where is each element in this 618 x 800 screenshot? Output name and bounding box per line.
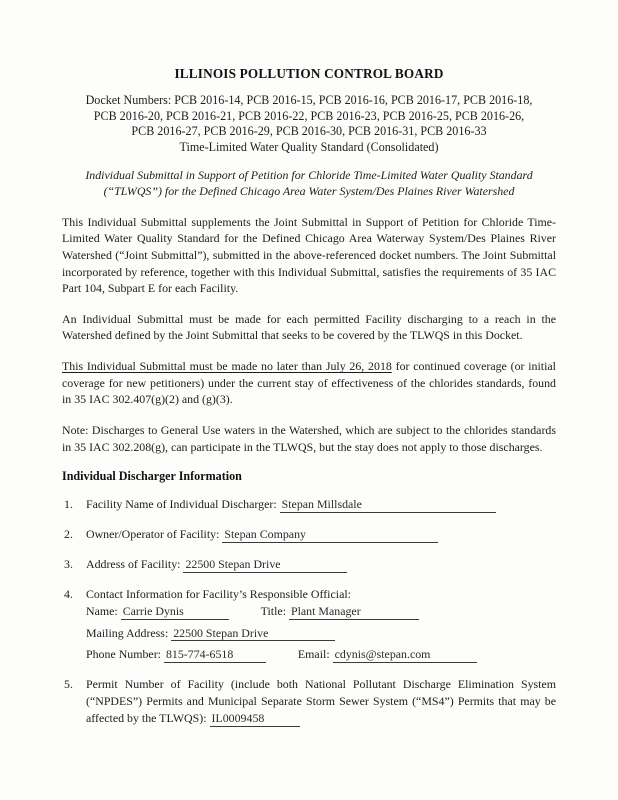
document-subtitle [62, 168, 556, 200]
docket-line-1: Docket Numbers: PCB 2016-14, PCB 2016-15, PCB 2016-16, PCB 2016-17, PCB 2016-18, [85, 93, 533, 107]
facility-name-field[interactable]: Stepan Millsdale [280, 497, 496, 513]
paragraph-individual-submittal-required: An Individual Submittal must be made for each permitted Facility discharging to a reach in the Watershed defined by the Joint Submittal that seeks to be covered by the TLWQS in this Docket. [62, 311, 556, 343]
contact-email-label: Email: [297, 647, 330, 662]
item-number-2: 2. [64, 527, 73, 542]
contact-name-field[interactable]: Carrie Dynis [121, 604, 229, 620]
contact-title-field[interactable]: Plant Manager [289, 604, 419, 620]
contact-phone-field[interactable]: 815-774-6518 [164, 647, 266, 663]
list-item-facility-name [62, 496, 556, 513]
deadline-rest-text: for continued coverage (or initial coverage for new petitioners) under the current stay of effectiveness of the chlorides standards, found in 35 IAC 302.407(g)(2) and (g)(3). [62, 359, 556, 407]
contact-email-field[interactable]: cdynis@stepan.com [333, 647, 477, 663]
contact-row-name-title [86, 603, 556, 620]
paragraph-general-use-note: Note: Discharges to General Use waters in the Watershed, which are subject to the chlorides standards in 35 IAC 302.208(g), can participate in the TLWQS, but the stay does not apply to those discharges. [62, 423, 556, 454]
docket-numbers-block [62, 93, 556, 156]
paragraph-deadline [62, 358, 556, 408]
docket-line-2: PCB 2016-20, PCB 2016-21, PCB 2016-22, PCB 2016-23, PCB 2016-25, PCB 2016-26, [93, 108, 525, 123]
list-item-permit-number [62, 676, 556, 726]
subtitle-line-1: Individual Submittal in Support of Petition for Chloride Time-Limited Water Quality Standard [85, 167, 533, 182]
page-title: ILLINOIS POLLUTION CONTROL BOARD [174, 66, 444, 81]
contact-name-label: Name: [86, 603, 118, 618]
contact-row-phone-email [86, 646, 556, 663]
contact-row-mailing-address [86, 625, 556, 642]
facility-name-label: Facility Name of Individual Discharger: [86, 497, 277, 512]
owner-operator-field[interactable]: Stepan Company [222, 527, 438, 543]
item-number-5: 5. [64, 677, 73, 692]
deadline-underlined-text: This Individual Submittal must be made no later than July 26, 2018 [62, 359, 392, 374]
item-number-4: 4. [64, 587, 73, 602]
docket-line-4: Time-Limited Water Quality Standard (Consolidated) [179, 140, 439, 155]
discharger-info-list [62, 496, 556, 726]
facility-address-label: Address of Facility: [86, 557, 181, 572]
section-heading-discharger-info: Individual Discharger Information [62, 469, 242, 484]
contact-title-label: Title: [260, 603, 286, 618]
owner-operator-label: Owner/Operator of Facility: [86, 527, 220, 542]
list-item-facility-address [62, 556, 556, 573]
facility-address-field[interactable]: 22500 Stepan Drive [183, 557, 347, 573]
contact-phone-label: Phone Number: [86, 647, 161, 662]
list-item-owner-operator [62, 526, 556, 543]
paragraph-supplements: This Individual Submittal supplements the Joint Submittal in Support of Petition for Chloride Time-Limited Water Quality Standard for the Defined Chicago Area Waterway System/Des Plaines River Watershed (“Joint Submittal”), submitted in the above-referenced docket numbers. The Joint Submittal incorporated by reference, together with this Individual Submittal, satisfies the requirements of 35 IAC Part 104, Subpart E for each Facility. [62, 214, 556, 296]
permit-number-field[interactable]: IL0009458 [210, 711, 300, 727]
item-number-3: 3. [64, 557, 73, 572]
contact-mailing-address-label: Mailing Address: [86, 625, 169, 640]
item-number-1: 1. [64, 497, 73, 512]
contact-mailing-address-field[interactable]: 22500 Stepan Drive [171, 626, 335, 642]
docket-line-3: PCB 2016-27, PCB 2016-29, PCB 2016-30, PCB 2016-31, PCB 2016-33 [131, 124, 487, 139]
contact-fields-group [86, 603, 556, 664]
permit-number-label: Permit Number of Facility (include both National Pollutant Discharge Elimination System (“NPDES”) Permits and Municipal Separate Storm Sewer System (“MS4”) Permits that may be affected by the TLWQS): [86, 677, 556, 725]
contact-information-label: Contact Information for Facility’s Responsible Official: [86, 587, 351, 602]
subtitle-line-2: (“TLWQS”) for the Defined Chicago Area Water System/Des Plaines River Watershed [103, 183, 515, 198]
list-item-contact-information [62, 586, 556, 663]
